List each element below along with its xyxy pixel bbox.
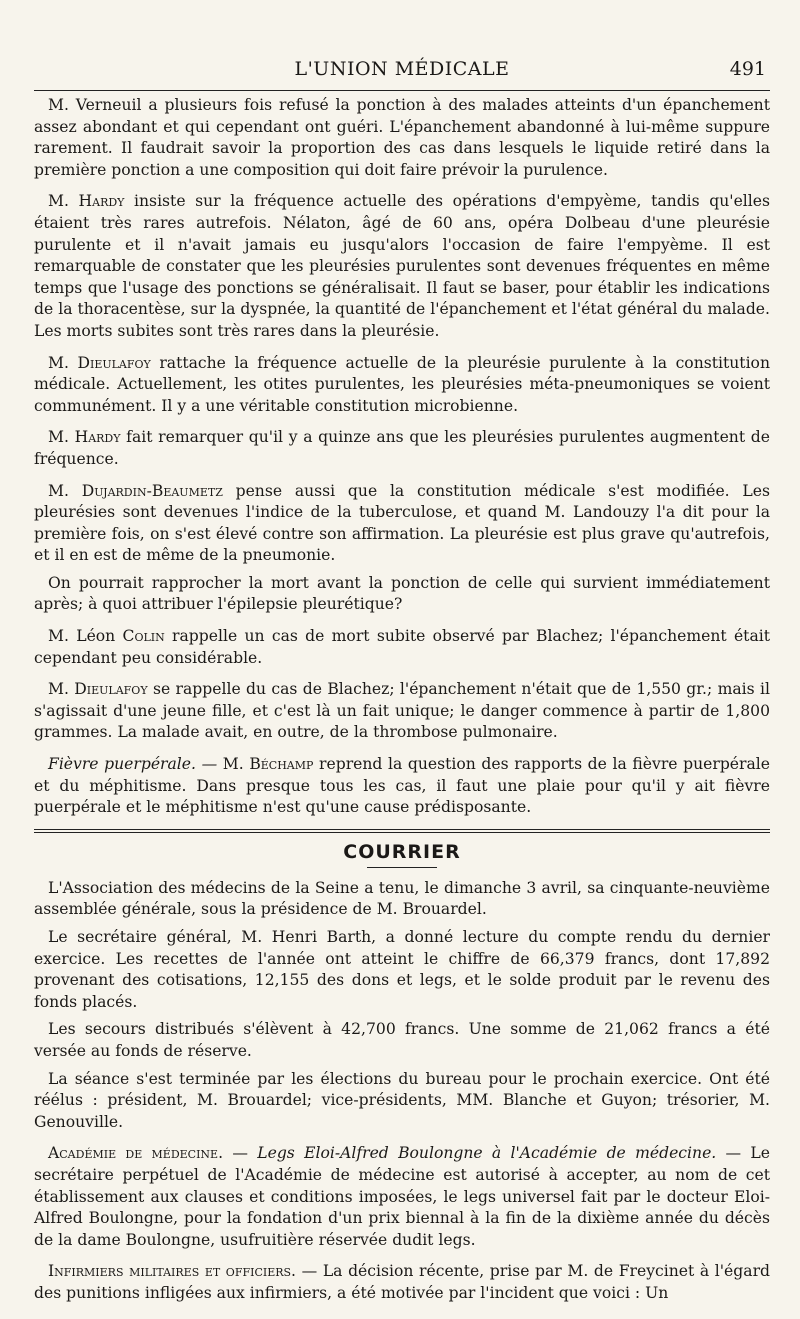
courrier-paragraph-elections: La séance s'est terminée par les élections du bureau pour le prochain exercice. Ont été réélus : président, M. Brouardel; vice-présidents, MM. Blanche et Guyon; trésorier, M. Genouville. [34,1069,770,1131]
running-header [34,52,770,90]
header-rule [34,90,770,91]
page-number: 491 [729,58,766,80]
paragraph-hardy-2: M. Hardy fait remarquer qu'il y a quinze ans que les pleurésies purulentes augmentent de fréquence. [34,428,770,468]
speaker-name: Béchamp [249,755,314,774]
speaker-name: Dieulafoy [74,680,148,699]
speaker-name: Dieulafoy [77,353,151,372]
courrier-paragraph-compte-rendu: Le secrétaire général, M. Henri Barth, a donné lecture du compte rendu du dernier exercice. Les recettes de l'année ont atteint le chiffre de 66,379 francs, dont 17,892 provenant des cotisations, 12,155 des dons et legs, et le solde produit par le revenu des fonds placés. [34,928,770,1011]
speaker-name: Dujardin-Beaumetz [81,481,223,500]
paragraph-verneuil: M. Verneuil a plusieurs fois refusé la ponction à des malades atteints d'un épanchement assez abondant et qui cependant ont guéri. L'épanchement abandonné à lui-même suppure rarement. Il faudrait savoir la proportion des cas dans lesquels le liquide retiré dans la première ponction a une composition qui doit faire prévoir la purulence. [34,96,770,179]
paragraph-colin: M. Léon Colin rappelle un cas de mort subite observé par Blachez; l'épanchement était cependant peu considérable. [34,627,770,667]
paragraph-epilepsie: On pourrait rapprocher la mort avant la ponction de celle qui survient immédiatement après; à quoi attribuer l'épilepsie pleurétique? [34,573,770,614]
section-title-courrier: COURRIER [343,840,461,863]
paragraph-dieulafoy-1: M. Dieulafoy rattache la fréquence actuelle de la pleurésie purulente à la constitution médicale. Actuellement, les otites purulentes, les pleurésies méta-pneumoniques se voient communément. Il y a une véritable constitution microbienne. [34,353,770,415]
paragraph-dieulafoy-2: M. Dieulafoy se rappelle du cas de Blachez; l'épanchement n'était que de 1,550 gr.; mais il s'agissait d'une jeune fille, et c'est là un fait unique; le danger commence à partir de 1,800 grammes. La malade avait, en outre, de la thrombose pulmonaire. [34,680,770,742]
courrier-paragraph-academie: Académie de médecine. — Legs Eloi-Alfred Boulongne à l'Académie de médecine. — Le secrétaire perpétuel de l'Académie de médecine est autorisé à accepter, au nom de cet établissement aux clauses et conditions imposées, le legs universel fait par le docteur Eloi-Alfred Boulongne, pour la fondation d'un prix biennal à la fin de la dixième année du décès de la dame Boulongne, usufruitière réservée dudit legs. [34,1144,771,1249]
speaker-name: Colin [122,627,165,646]
running-title: L'UNION MÉDICALE [294,58,510,80]
courrier-paragraph-association: L'Association des médecins de la Seine a tenu, le dimanche 3 avril, sa cinquante-neuvième assemblée générale, sous la présidence de M. Brouardel. [34,878,770,919]
item-label: Infirmiers militaires et officiers. [48,1262,297,1281]
speaker-name: Hardy [78,192,125,211]
paragraph-hardy-1: M. Hardy insiste sur la fréquence actuelle des opérations d'empyème, tandis qu'elles étaient très rares autrefois. Nélaton, âgé de 60 ans, opéra Dolbeau d'une pleurésie purulente et il n'avait jamais eu jusqu'alors l'occasion de faire l'empyème. Il est remarquable de constater que les pleurésies purulentes sont devenues fréquentes en même temps que l'usage des ponctions se généralisait. Il faut se baser, pour établir les indications de la thoracentèse, sur la dyspnée, la quantité de l'épanchement et l'état général du malade. Les morts subites sont très rares dans la pleurésie. [34,192,771,340]
topic-heading: Fièvre puerpérale. — [48,755,223,774]
paragraph-dujardin-beaumetz: M. Dujardin-Beaumetz pense aussi que la constitution médicale s'est modifiée. Les pleurésies sont devenues l'indice de la tuberculose, et quand M. Landouzy l'a dit pour la première fois, on s'est élevé contre son affirmation. La pleurésie est plus grave qu'autrefois, et il en est de même de la pneumonie. [34,481,770,565]
title-underline [367,867,437,868]
courrier-paragraph-secours: Les secours distribués s'élèvent à 42,700 francs. Une somme de 21,062 francs a été versée au fonds de réserve. [34,1020,770,1060]
item-label: Académie de médecine. [48,1144,224,1163]
section-divider [34,829,770,833]
speaker-name: Hardy [74,428,121,447]
item-title: Legs Eloi-Alfred Boulongne à l'Académie de médecine. [257,1144,717,1163]
courrier-paragraph-infirmiers: Infirmiers militaires et officiers. — La décision récente, prise par M. de Freycinet à l'égard des punitions infligées aux infirmiers, a été motivée par l'incident que voici : Un [34,1262,771,1302]
page [34,52,770,1315]
paragraph-fievre-puerperale: Fièvre puerpérale. — M. Béchamp reprend la question des rapports de la fièvre puerpérale et du méphitisme. Dans presque tous les cas, il faut une plaie pour qu'il y ait fièvre puerpérale et le méphitisme n'est qu'une cause prédisposante. [34,755,770,817]
